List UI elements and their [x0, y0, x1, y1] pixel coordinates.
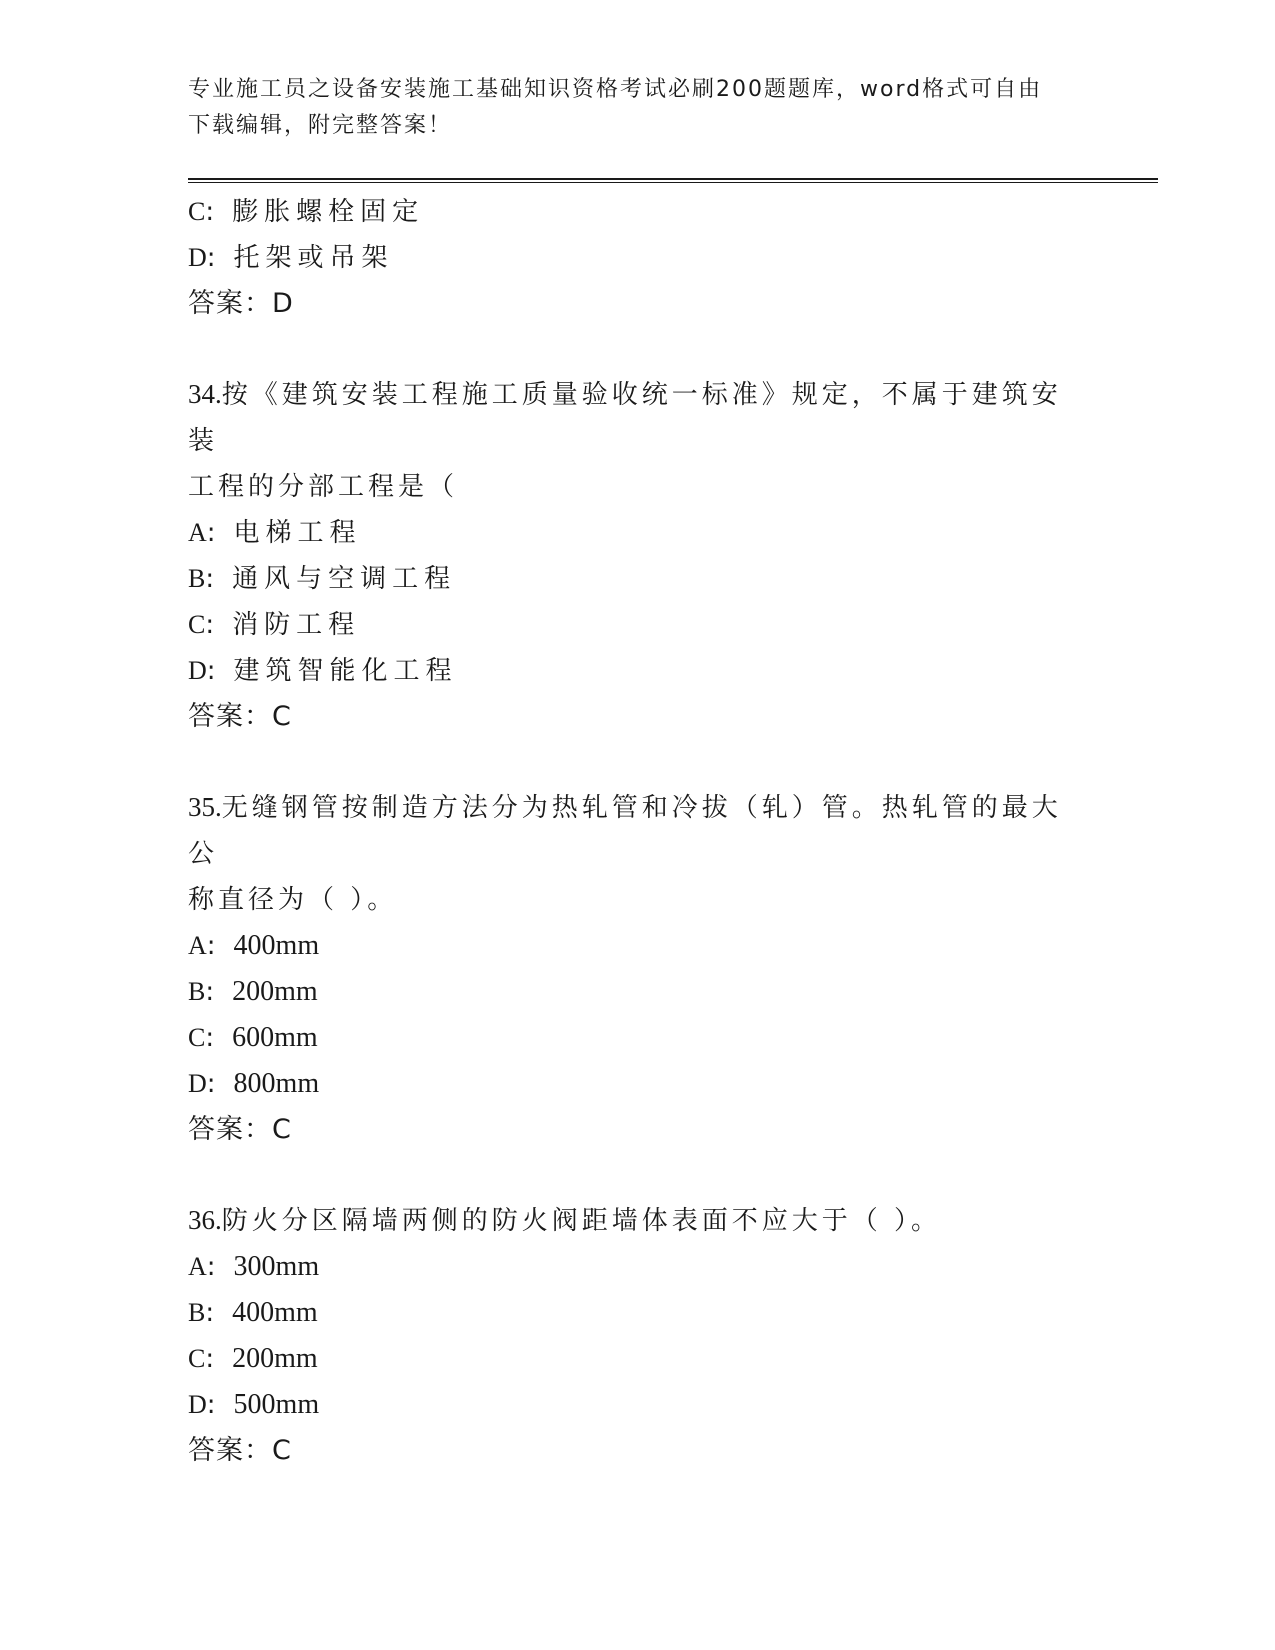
option-c: C: 200mm [188, 1343, 318, 1374]
option-b: B: 400mm [188, 1297, 318, 1328]
question-text: 34.按《建筑安装工程施工质量验收统一标准》规定，不属于建筑安装 [188, 379, 1062, 456]
option-c: C: 膨胀螺栓固定 [188, 197, 425, 227]
header-divider [188, 178, 1158, 183]
question-36-block [188, 1197, 1088, 1474]
header-line-2: 下载编辑，附完整答案！ [188, 113, 453, 138]
header-line-1: 专业施工员之设备安装施工基础知识资格考试必刷200题题库，word格式可自由 [188, 77, 1043, 102]
question-35-block [188, 784, 1088, 1153]
answer-value: C [272, 701, 292, 732]
prev-question-block [188, 189, 1088, 327]
document-body [188, 189, 1088, 1474]
answer-value: C [272, 1114, 292, 1145]
answer-line: 答案：D [188, 288, 294, 319]
answer-value: C [272, 1435, 292, 1466]
option-d: D: 建筑智能化工程 [188, 656, 458, 686]
option-c: C: 600mm [188, 1022, 318, 1053]
answer-line: 答案：C [188, 701, 292, 732]
option-d: D: 800mm [188, 1068, 320, 1099]
answer-line: 答案：C [188, 1435, 292, 1466]
option-c: C: 消防工程 [188, 610, 361, 640]
question-34-block [188, 371, 1088, 740]
document-header [188, 72, 1078, 144]
option-b: B: 200mm [188, 976, 318, 1007]
question-text-cont: 工程的分部工程是（ [188, 472, 459, 502]
answer-line: 答案：C [188, 1114, 292, 1145]
option-b: B: 通风与空调工程 [188, 564, 457, 594]
option-d: D: 托架或吊架 [188, 243, 394, 273]
option-a: A: 电梯工程 [188, 518, 362, 548]
option-a: A: 300mm [188, 1251, 320, 1282]
question-text-cont: 称直径为（ ）。 [188, 885, 398, 915]
option-d: D: 500mm [188, 1389, 320, 1420]
answer-value: D [272, 288, 294, 319]
question-text: 35.无缝钢管按制造方法分为热轧管和冷拔（轧）管。热轧管的最大公 [188, 792, 1062, 869]
question-text: 36.防火分区隔墙两侧的防火阀距墙体表面不应大于（ ）。 [188, 1205, 942, 1236]
option-a: A: 400mm [188, 930, 320, 961]
